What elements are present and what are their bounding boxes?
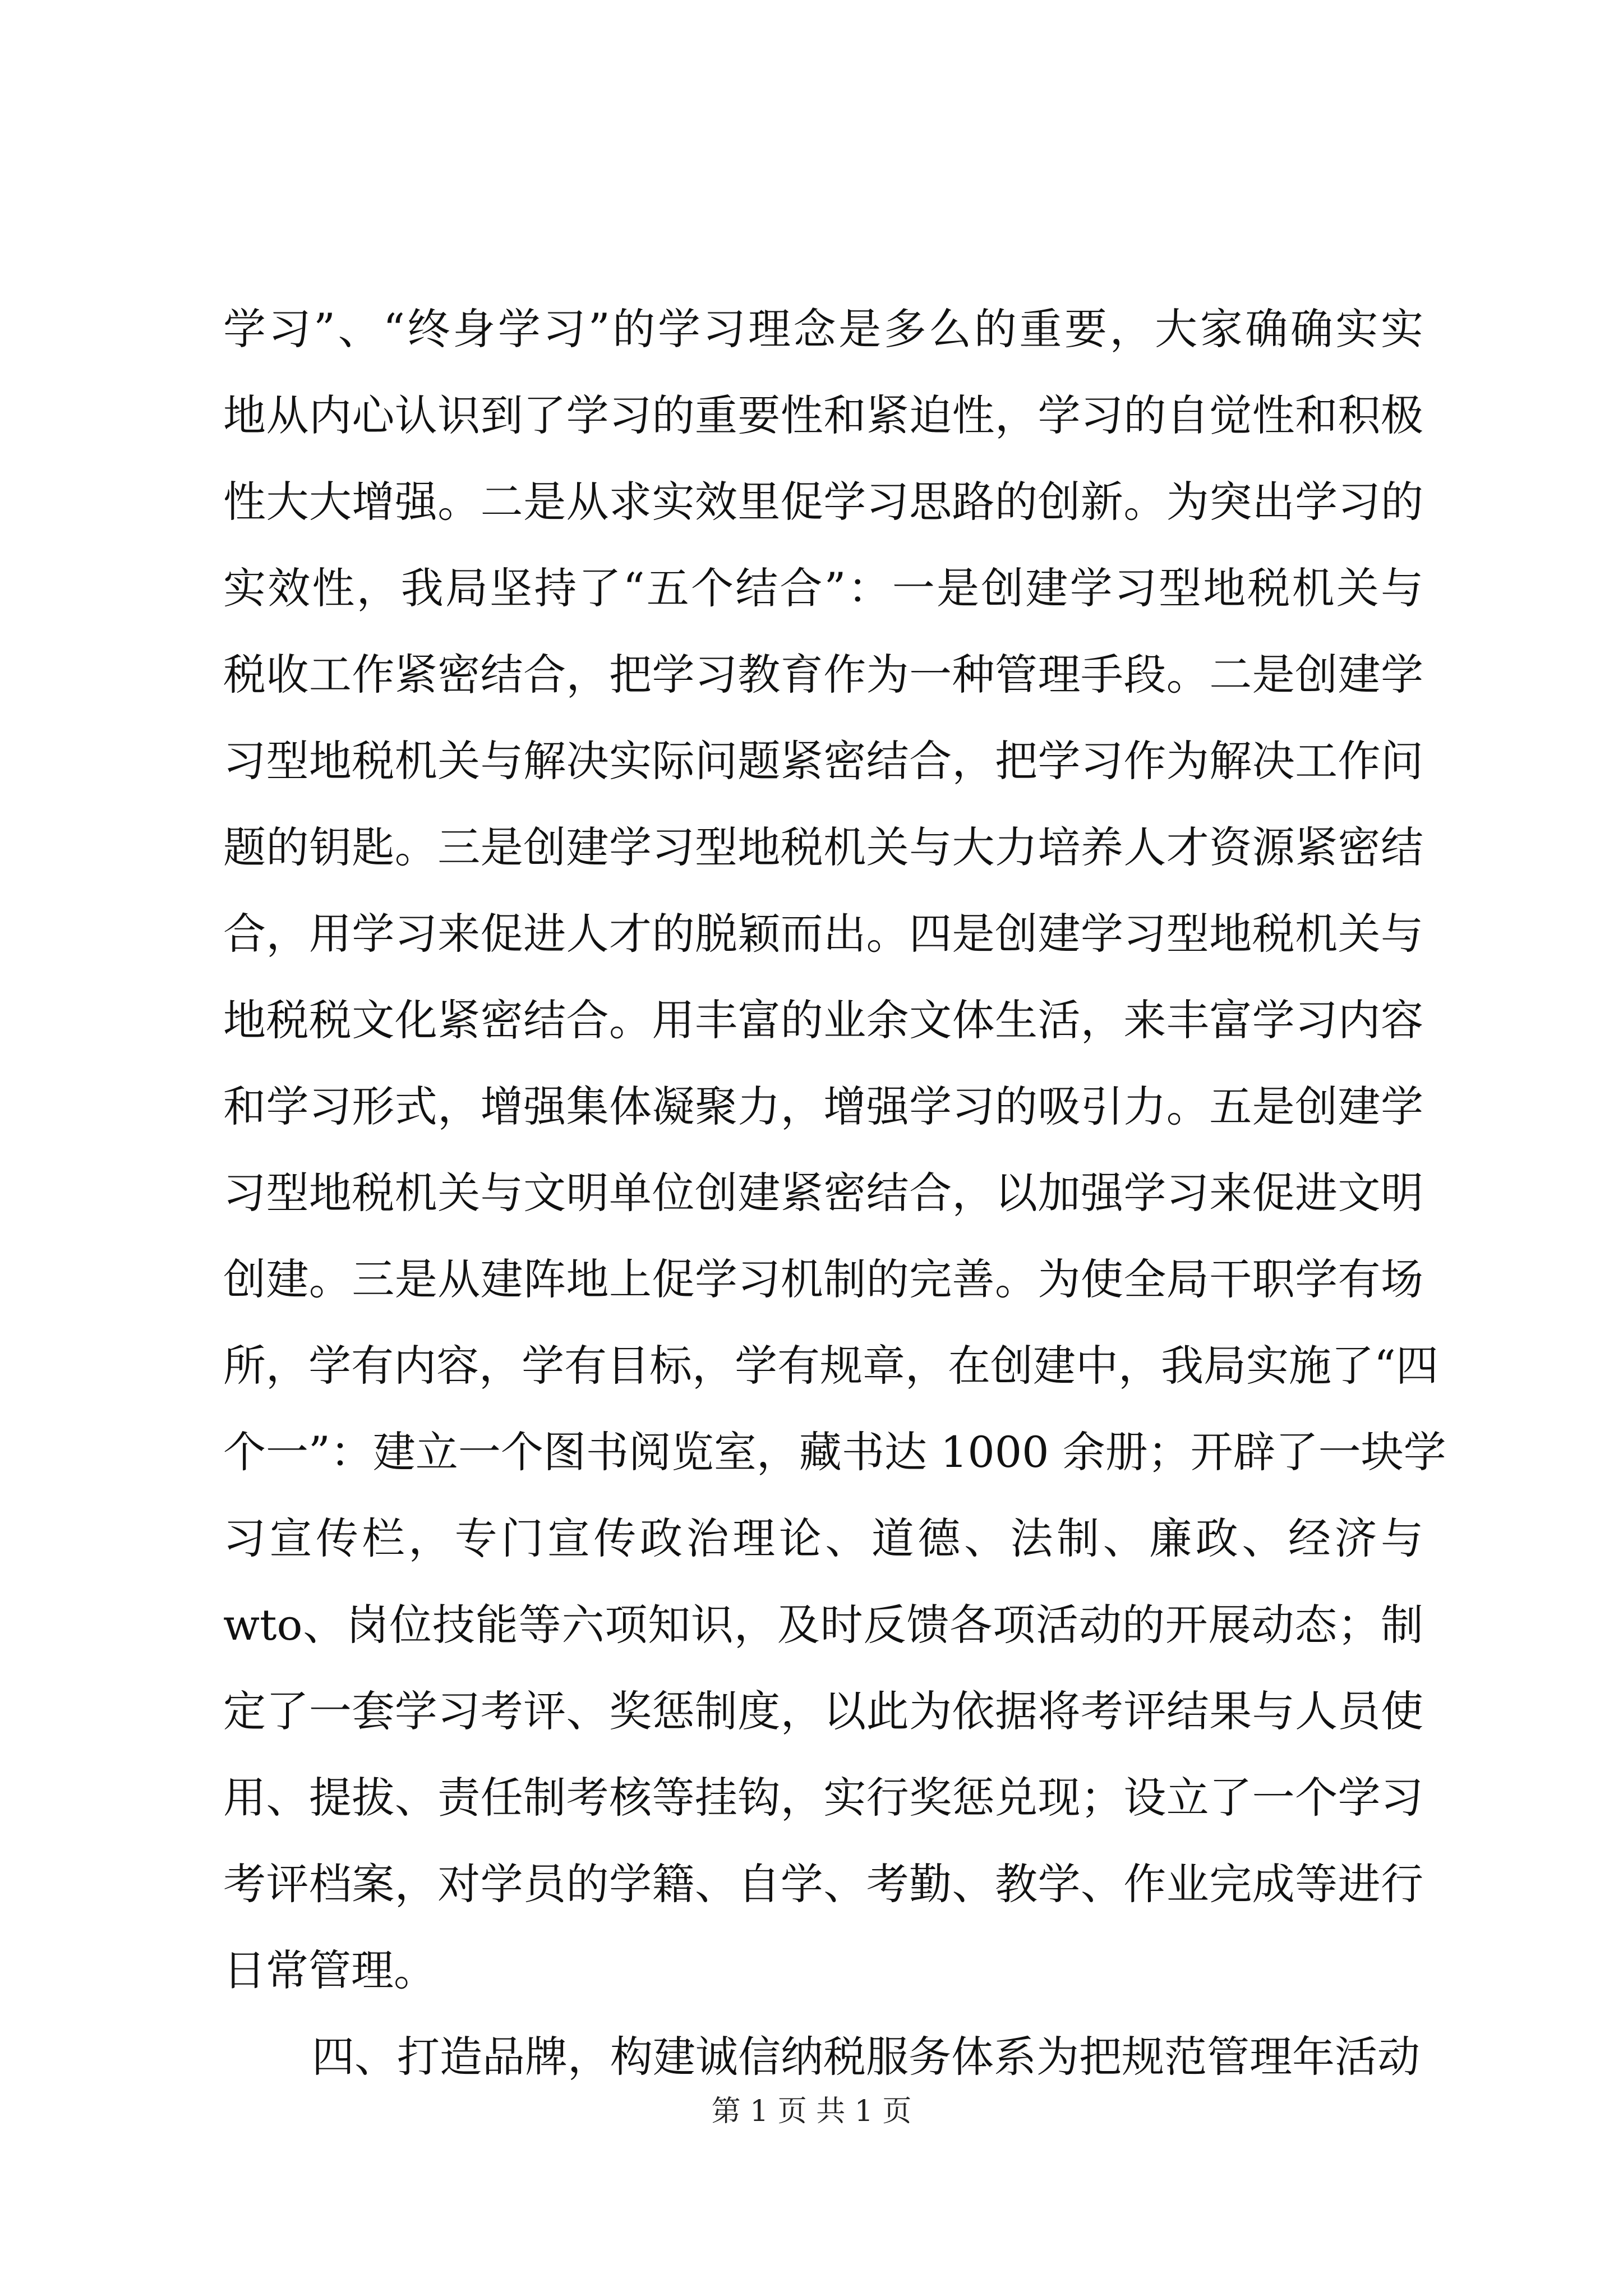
- body-text-line: 地税税文化紧密结合。用丰富的业余文体生活，来丰富学习内容: [223, 995, 1423, 1045]
- body-text-line: 日常管理。: [223, 1945, 436, 1995]
- body-text-line: 所，学有内容，学有目标，学有规章，在创建中，我局实施了“四: [223, 1341, 1438, 1391]
- body-text-line: 地从内心认识到了学习的重要性和紧迫性，学习的自觉性和积极: [223, 390, 1423, 440]
- body-text-line: wto、岗位技能等六项知识，及时反馈各项活动的开展动态；制: [223, 1600, 1423, 1650]
- page-footer: 第 1 页 共 1 页: [711, 2095, 912, 2128]
- body-text-line: 实效性，我局坚持了“五个结合”：一是创建学习型地税机关与: [223, 563, 1423, 613]
- body-text-line: 税收工作紧密结合，把学习教育作为一种管理手段。二是创建学: [223, 650, 1423, 700]
- body-text-line: 学习”、“终身学习”的学习理念是多么的重要，大家确确实实: [223, 304, 1423, 354]
- body-text-line: 合，用学习来促进人才的脱颖而出。四是创建学习型地税机关与: [223, 909, 1423, 959]
- body-text-line: 习型地税机关与解决实际问题紧密结合，把学习作为解决工作问: [223, 736, 1423, 786]
- section-heading-line: 四、打造品牌，构建诚信纳税服务体系为把规范管理年活动: [312, 2032, 1420, 2082]
- body-text-line: 习型地税机关与文明单位创建紧密结合，以加强学习来促进文明: [223, 1168, 1423, 1218]
- body-text-line: 和学习形式，增强集体凝聚力，增强学习的吸引力。五是创建学: [223, 1082, 1423, 1131]
- body-text-line: 题的钥匙。三是创建学习型地税机关与大力培养人才资源紧密结: [223, 822, 1423, 872]
- body-text-line: 性大大增强。二是从求实效里促学习思路的创新。为突出学习的: [223, 477, 1423, 527]
- body-text-line: 考评档案，对学员的学籍、自学、考勤、教学、作业完成等进行: [223, 1859, 1423, 1909]
- body-text-line: 创建。三是从建阵地上促学习机制的完善。为使全局干职学有场: [223, 1254, 1423, 1304]
- body-text-line: 定了一套学习考评、奖惩制度，以此为依据将考评结果与人员使: [223, 1686, 1423, 1736]
- body-text-line: 个一”：建立一个图书阅览室，藏书达 1000 余册；开辟了一块学: [223, 1427, 1446, 1477]
- body-text-line: 用、提拔、责任制考核等挂钩，实行奖惩兑现；设立了一个学习: [223, 1773, 1423, 1823]
- body-text-line: 习宣传栏，专门宣传政治理论、道德、法制、廉政、经济与: [223, 1513, 1423, 1563]
